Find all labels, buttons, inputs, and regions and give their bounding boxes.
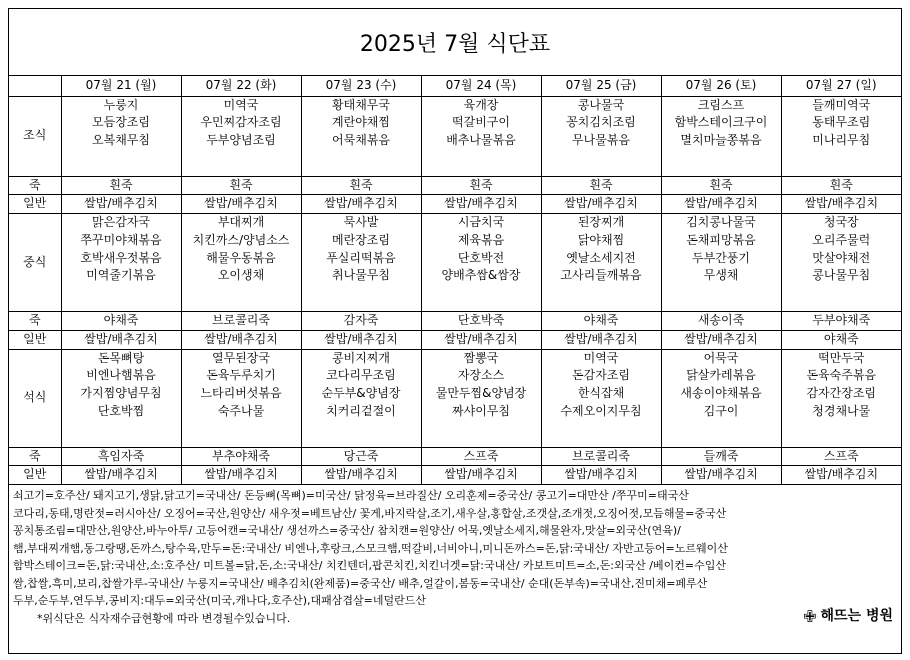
menu-item: 수제오이지무침 <box>560 404 642 419</box>
juk-cell: 들깨죽 <box>661 447 781 466</box>
origin-line: 쌀,찹쌀,흑미,보리,찹쌀가루-국내산/ 누룽지=국내산/ 배추김치(완제품)=중국산/ 배추,얼갈이,봄동=국내산/ 순대(돈부속)=국내산,진미채=페루산 <box>13 576 708 590</box>
hospital-logo <box>803 608 893 626</box>
menu-cell <box>181 349 301 447</box>
menu-cell <box>181 214 301 312</box>
ilban-label: 일반 <box>9 330 61 349</box>
menu-item: 오복채무침 <box>92 133 150 148</box>
menu-item: 단호박전 <box>457 250 505 265</box>
juk-cell: 두부야채죽 <box>781 312 901 331</box>
menu-item: 계란야채찜 <box>332 115 390 130</box>
juk-cell: 야채죽 <box>541 312 661 331</box>
menu-sheet <box>8 8 902 654</box>
menu-item: 시금치국 <box>457 215 505 230</box>
menu-item: 두부양념조림 <box>206 133 276 148</box>
menu-item: 돈감자조림 <box>572 368 630 383</box>
menu-cell <box>781 214 901 312</box>
ilban-cell: 쌀밥/배추김치 <box>61 330 181 349</box>
menu-cell <box>661 96 781 176</box>
juk-cell: 감자죽 <box>301 312 421 331</box>
menu-item: 무나물볶음 <box>572 133 630 148</box>
menu-item: 코다리무조림 <box>326 368 396 383</box>
corner-cell <box>9 76 61 96</box>
meal-label: 석식 <box>9 349 61 447</box>
menu-item: 치커리겉절이 <box>326 404 396 419</box>
ilban-cell: 쌀밥/배추김치 <box>781 195 901 214</box>
menu-item: 미역국 <box>583 350 619 365</box>
menu-item: 크림스프 <box>697 97 745 112</box>
menu-item: 부대찌개 <box>217 215 265 230</box>
menu-item: 고사리들깨볶음 <box>560 268 642 283</box>
menu-item: 돈목뼈탕 <box>97 350 145 365</box>
meal-label: 조식 <box>9 96 61 176</box>
day-header: 07월 23 (수) <box>301 76 421 96</box>
menu-cell <box>61 349 181 447</box>
juk-cell: 흑임자죽 <box>61 447 181 466</box>
ilban-cell: 쌀밥/배추김치 <box>181 466 301 485</box>
menu-cell <box>421 214 541 312</box>
menu-cell <box>661 214 781 312</box>
ilban-cell: 쌀밥/배추김치 <box>61 466 181 485</box>
menu-cell <box>61 96 181 176</box>
juk-cell: 흰죽 <box>421 176 541 195</box>
menu-cell <box>661 349 781 447</box>
menu-item: 새송이야채볶음 <box>680 386 762 401</box>
menu-item: 짜샤이무침 <box>452 404 510 419</box>
origin-line: 두부,순두부,연두부,콩비지:대두=외국산(미국,캐나다,호주산),대패삼겹살=네덜란드산 <box>13 594 426 608</box>
ilban-cell: 쌀밥/배추김치 <box>181 330 301 349</box>
menu-item: 열무된장국 <box>212 350 270 365</box>
juk-cell: 흰죽 <box>541 176 661 195</box>
menu-item: 숙주나물 <box>217 404 265 419</box>
ilban-cell: 쌀밥/배추김치 <box>661 466 781 485</box>
day-header: 07월 27 (일) <box>781 76 901 96</box>
menu-item: 취나물무침 <box>332 268 390 283</box>
ilban-cell: 쌀밥/배추김치 <box>181 195 301 214</box>
menu-item: 짬뽕국 <box>463 350 499 365</box>
menu-item: 물만두찜&양념장 <box>435 386 527 401</box>
menu-item: 단호박찜 <box>97 404 145 419</box>
menu-item: 제육볶음 <box>457 232 505 247</box>
day-header: 07월 25 (금) <box>541 76 661 96</box>
menu-item: 꽁치김치조림 <box>566 115 636 130</box>
juk-cell: 스프죽 <box>781 447 901 466</box>
hospital-logo-icon: ✙ <box>803 606 817 626</box>
menu-item: 동태무조림 <box>812 115 871 130</box>
juk-cell: 스프죽 <box>421 447 541 466</box>
menu-item: 두부간풍기 <box>692 250 750 265</box>
origin-line: 쇠고기=호주산/ 돼지고기,생닭,닭고기=국내산/ 돈등뼈(목뼈)=미국산/ 닭정육=브라질산/ 오리훈제=중국산/ 콩고기=대만산 /쭈꾸미=태국산 <box>13 489 689 503</box>
ilban-label: 일반 <box>9 466 61 485</box>
menu-item: 육개장 <box>463 97 499 112</box>
menu-cell <box>301 96 421 176</box>
menu-item: 맑은감자국 <box>92 215 150 230</box>
ilban-cell: 쌀밥/배추김치 <box>541 195 661 214</box>
origin-line: 꽁치통조림=대만산,원양산,바누아투/ 고등어캔=국내산/ 생선까스=중국산/ 참치캔=원양산/ 어묵,옛날소세지,해물완자,맛살=외국산(연육)/ <box>13 524 681 538</box>
day-header: 07월 21 (월) <box>61 76 181 96</box>
menu-item: 청국장 <box>823 215 859 230</box>
menu-item: 떡만두국 <box>818 350 865 365</box>
ilban-cell: 쌀밥/배추김치 <box>301 466 421 485</box>
juk-label: 죽 <box>9 447 61 466</box>
juk-label: 죽 <box>9 312 61 331</box>
menu-item: 메란장조림 <box>332 232 390 247</box>
menu-item: 감자간장조림 <box>806 386 877 401</box>
menu-item: 우민찌감자조림 <box>200 115 282 130</box>
menu-item: 모듬장조림 <box>92 115 150 130</box>
meal-label: 중식 <box>9 214 61 312</box>
origin-line: 함박스테이크=돈,닭:국내산,소:호주산/ 미트볼=닭,돈,소:국내산/ 치킨텐더,팝콘치킨,치킨너겟=닭:국내산/ 카보트미트=소,돈:외국산 /베이컨=수입산 <box>13 559 726 573</box>
origin-footer <box>9 485 901 627</box>
juk-cell: 단호박죽 <box>421 312 541 331</box>
menu-item: 미나리무침 <box>812 133 871 148</box>
menu-item: 해물우동볶음 <box>206 250 276 265</box>
ilban-cell: 쌀밥/배추김치 <box>661 330 781 349</box>
menu-item: 콩비지찌개 <box>332 350 390 365</box>
ilban-cell: 쌀밥/배추김치 <box>421 466 541 485</box>
menu-item: 순두부&양념장 <box>321 386 401 401</box>
menu-item: 한식잡채 <box>577 386 625 401</box>
juk-cell: 당근죽 <box>301 447 421 466</box>
menu-cell <box>301 349 421 447</box>
menu-item: 누룽지 <box>103 97 139 112</box>
menu-cell <box>301 214 421 312</box>
menu-item: 황태채무국 <box>332 97 390 112</box>
menu-item: 돈육두루치기 <box>206 368 276 383</box>
menu-cell <box>181 96 301 176</box>
menu-item: 쭈꾸미야채볶음 <box>80 232 162 247</box>
menu-item: 돈채피망볶음 <box>686 232 756 247</box>
menu-item: 묵사발 <box>343 215 379 230</box>
origin-line: 코다리,동태,명란젓=러시아산/ 오징어=국산,원양산/ 새우젓=베트남산/ 꽃게,바지락살,조기,새우살,홍합살,조갯살,조개젓,오징어젓,모듬해물=중국산 <box>13 506 727 520</box>
juk-cell: 부추야채죽 <box>181 447 301 466</box>
menu-item: 푸실리떡볶음 <box>326 250 396 265</box>
menu-cell <box>781 96 901 176</box>
ilban-cell: 쌀밥/배추김치 <box>541 330 661 349</box>
ilban-cell: 야채죽 <box>781 330 901 349</box>
ilban-cell: 쌀밥/배추김치 <box>421 195 541 214</box>
menu-item: 오리주물럭 <box>812 232 871 247</box>
menu-item: 느타리버섯볶음 <box>200 386 282 401</box>
ilban-cell: 쌀밥/배추김치 <box>301 330 421 349</box>
day-header: 07월 24 (목) <box>421 76 541 96</box>
menu-item: 멸치마늘쫑볶음 <box>680 133 762 148</box>
day-header: 07월 26 (토) <box>661 76 781 96</box>
juk-cell: 흰죽 <box>61 176 181 195</box>
juk-cell: 흰죽 <box>181 176 301 195</box>
menu-item: 맛살야채전 <box>812 250 871 265</box>
menu-cell <box>61 214 181 312</box>
menu-cell <box>781 349 901 447</box>
logo-text: 해뜨는 병원 <box>820 607 893 624</box>
ilban-cell: 쌀밥/배추김치 <box>301 195 421 214</box>
menu-item: 어묵국 <box>703 350 739 365</box>
ilban-cell: 쌀밥/배추김치 <box>661 195 781 214</box>
menu-item: 옛날소세지전 <box>566 250 636 265</box>
notice-text: *위식단은 식자재수급현황에 따라 변경될수있습니다. <box>37 611 291 625</box>
menu-item: 콩나물무침 <box>812 268 871 283</box>
ilban-cell: 쌀밥/배추김치 <box>541 466 661 485</box>
menu-item: 콩나물국 <box>577 97 625 112</box>
menu-item: 닭야채찜 <box>577 232 625 247</box>
menu-item: 함박스테이크구이 <box>674 115 768 130</box>
ilban-cell: 쌀밥/배추김치 <box>61 195 181 214</box>
origin-line: 햄,부대찌개햄,동그랑땡,돈까스,탕수육,만두=돈:국내산/ 비엔나,후랑크,스모크햄,떡갈비,너비아니,미니돈까스=돈,닭:국내산/ 자반고등어=노르웨이산 <box>13 541 728 555</box>
menu-cell <box>541 96 661 176</box>
menu-item: 호박새우젓볶음 <box>80 250 162 265</box>
juk-cell: 브로콜리죽 <box>181 312 301 331</box>
juk-cell: 야채죽 <box>61 312 181 331</box>
menu-item: 김구이 <box>703 404 739 419</box>
menu-item: 치킨까스/양념소스 <box>192 232 290 247</box>
menu-item: 미역국 <box>223 97 259 112</box>
menu-item: 자장소스 <box>457 368 505 383</box>
day-header: 07월 22 (화) <box>181 76 301 96</box>
menu-item: 미역줄기볶음 <box>86 268 156 283</box>
page-title: 2025년 7월 식단표 <box>9 9 901 76</box>
menu-item: 어묵채볶음 <box>332 133 390 148</box>
menu-item: 된장찌개 <box>577 215 625 230</box>
juk-cell: 흰죽 <box>781 176 901 195</box>
ilban-cell: 쌀밥/배추김치 <box>421 330 541 349</box>
menu-item: 청경채나물 <box>812 404 871 419</box>
juk-cell: 브로콜리죽 <box>541 447 661 466</box>
menu-item: 배추나물볶음 <box>446 133 516 148</box>
juk-cell: 흰죽 <box>661 176 781 195</box>
menu-item: 무생채 <box>703 268 739 283</box>
menu-cell <box>421 96 541 176</box>
juk-cell: 흰죽 <box>301 176 421 195</box>
menu-cell <box>421 349 541 447</box>
menu-item: 돈육숙주볶음 <box>806 368 877 383</box>
menu-cell <box>541 349 661 447</box>
menu-item: 김치콩나물국 <box>686 215 756 230</box>
menu-item: 오이생채 <box>217 268 265 283</box>
menu-item: 양배추쌈&쌈장 <box>441 268 521 283</box>
menu-item: 닭살카레볶음 <box>686 368 756 383</box>
menu-item: 들깨미역국 <box>812 97 871 112</box>
juk-label: 죽 <box>9 176 61 195</box>
menu-item: 떡갈비구이 <box>452 115 510 130</box>
juk-cell: 새송이죽 <box>661 312 781 331</box>
menu-table <box>9 76 901 485</box>
menu-item: 가지찜양념무침 <box>80 386 162 401</box>
menu-cell <box>541 214 661 312</box>
ilban-cell: 쌀밥/배추김치 <box>781 466 901 485</box>
ilban-label: 일반 <box>9 195 61 214</box>
menu-item: 비엔나햄볶음 <box>86 368 156 383</box>
